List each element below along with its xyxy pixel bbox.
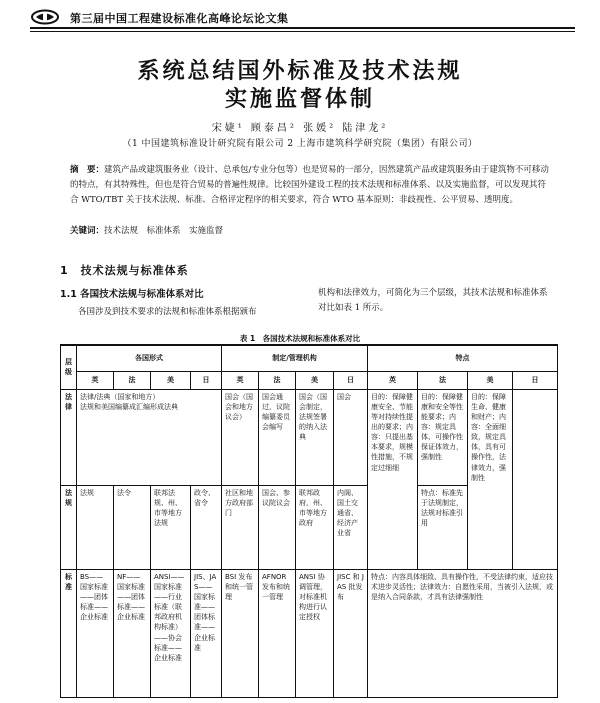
row-header-label: 层级 [61,345,77,389]
table-cell: BS——国家标准——团体标准——企业标准 [77,569,114,697]
table-cell: JIS、JAS——国家标准——团体标准——企业标准 [191,569,222,697]
abstract-text: 建筑产品或建筑服务业（设计、总承包/专业分包等）也是贸易的一部分，因然建筑产品或建筑服务由于建筑物不可移动的特点，有其特殊性，但也是符合贸易的普遍性规律。比较国外建设工程的技术法规和标准体系、以及实施监督，可以发现其符合 WTO/TBT 关于技术法规、标准、合格评定程序的相关要求，符合 WTO 基本原则：非歧视性、公平贸易、透明度。 [70,165,549,205]
row-label: 标准 [61,569,77,697]
table-cell: NF——国家标准——团体标准——企业标准 [114,569,151,697]
table-cell: 国会通过，议院编纂委员会编写 [259,389,296,485]
table-cell: 特点：内容具体细致、具有操作性，不受法律约束，适应技术进步灵活性；法律效力：自愿性采用，当被引入法规，或是纳入合同条款，才具有法律强制性 [368,569,558,697]
country-header: 美 [296,371,334,389]
paper-title-line1: 系统总结国外标准及技术法规 [137,59,463,84]
table-cell: AFNOR 发布和统一管理 [259,569,296,697]
section-heading: 1 技术法规与标准体系 [60,264,189,277]
row-label: 法律 [61,389,77,485]
table-cell: 国会 [334,389,368,485]
running-header [30,7,575,29]
table-cell: 目的：保障健康安全、节能等对持续性提出的要求；内容：只提出基本要求，规模性措施，不规定过细细 [368,389,418,569]
abstract [70,163,550,208]
keywords [70,224,550,236]
country-header: 日 [191,371,222,389]
row-label: 法规 [61,485,77,569]
table-cell: 特点：标准先于法规制定，法规对标准引用 [418,485,468,569]
table-caption: 表 1 各国技术法规和标准体系对比 [239,334,361,343]
table-row [61,569,558,697]
header-rule-thin [30,31,575,32]
country-header: 英 [77,371,114,389]
header-rule [30,27,575,29]
country-header: 法 [259,371,296,389]
body-text-right: 机构和法律效力，可简化为三个层级，其技术法规和标准体系对比如表 1 所示。 [318,288,548,313]
table-cell: 国会、参议院议会 [259,485,296,569]
country-header: 日 [513,371,558,389]
paper-title-line2: 实施监督体制 [224,87,375,112]
authors: 宋婕¹ 顾泰昌² 张媛² 陆津龙² [211,123,389,134]
abstract-label: 摘 要： [70,165,105,175]
table-cell: 国会（国会制定，法规签署的纳入法典 [296,389,334,485]
table-cell: 国会（国会和地方议会） [222,389,259,485]
running-title: 第三届中国工程建设标准化高峰论坛论文集 [70,12,289,25]
group-header-agencies: 制定/管理机构 [222,345,368,371]
country-header: 美 [151,371,191,389]
table-cell: 目的：保障生命、健康和财产；内容：全面细致，规定具体，具有可操作性，法律效力，强制性 [468,389,513,569]
table-cell: 联邦法规、州、市等地方法规 [151,485,191,569]
country-header: 美 [468,371,513,389]
body-text-left: 各国涉及到技术要求的法规和标准体系根据颁布 [78,307,257,317]
table-cell: ANSI——国家标准——行业标准（联邦政府机构标准）——协会标准——企业标准 [151,569,191,697]
affiliations: （1 中国建筑标准设计研究院有限公司 2 上海市建筑科学研究院（集团）有限公司） [122,139,478,149]
country-header: 英 [222,371,259,389]
table-row [61,389,558,485]
table-cell: 法律/法典（国家和地方） 法规和美国编纂成汇编形成法典 [77,389,222,485]
table-cell: 目的：保障健康和安全等性能要求；内容：规定具体、可操作性保证体效力，强制性 [418,389,468,485]
table-cell: 法规 [77,485,114,569]
comparison-table [60,344,558,698]
keywords-text: 技术法规 标准体系 实施监督 [104,226,224,236]
table-cell: 法令 [114,485,151,569]
forum-logo-icon [30,9,60,25]
table-cell [513,389,558,569]
table-cell: BSI 发布和统一管理 [222,569,259,697]
country-header: 法 [418,371,468,389]
table-cell: 内阁、国土交通省、经济产业省 [334,485,368,569]
table-cell: 政令、省令 [191,485,222,569]
country-header: 法 [114,371,151,389]
table-cell: 社区和地方政府部门 [222,485,259,569]
table-cell: JISC 和 JAS 批发布 [334,569,368,697]
table-cell: ANSI 协调管理，对标准机构进行认定授权 [296,569,334,697]
table-cell: 联邦政府，州、市等地方政府 [296,485,334,569]
group-header-forms: 各国形式 [77,345,222,371]
country-header: 英 [368,371,418,389]
group-header-features: 特点 [368,345,558,371]
subsection-heading: 1.1 各国技术法规与标准体系对比 [60,289,204,300]
keywords-label: 关键词： [70,226,105,236]
country-header: 日 [334,371,368,389]
